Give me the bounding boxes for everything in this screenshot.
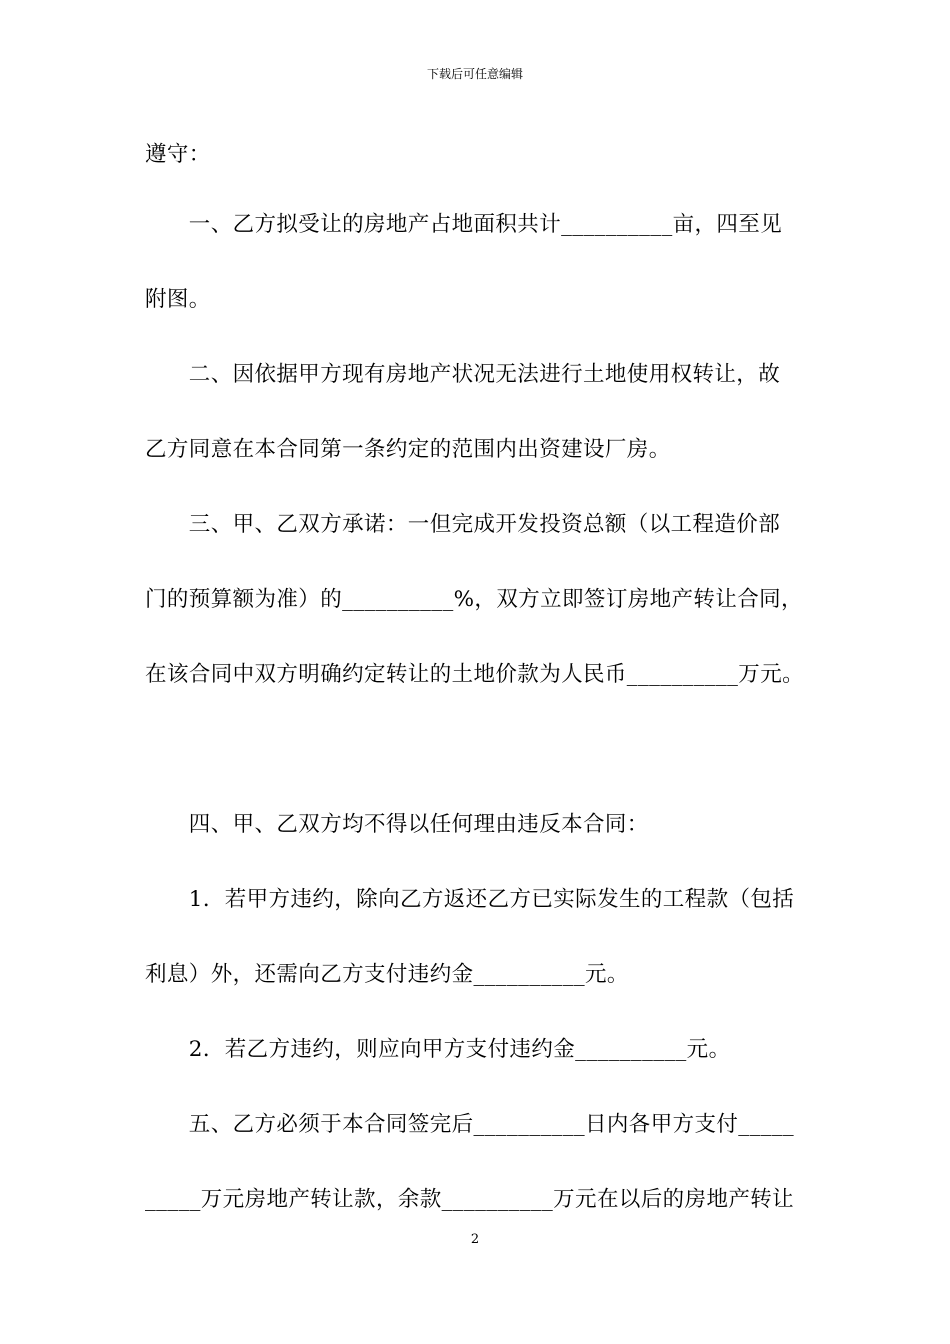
paragraph-line: 一、乙方拟受让的房地产占地面积共计__________亩，四至见 [145, 212, 783, 237]
paragraph-line: 门的预算额为准）的__________%，双方立即签订房地产转让合同， [145, 587, 803, 612]
page-header: 下载后可任意编辑 [426, 67, 523, 81]
paragraph-line: 2．若乙方违约，则应向甲方支付违约金__________元。 [145, 1037, 731, 1062]
paragraph-line: 在该合同中双方明确约定转让的土地价款为人民币__________万元。 [145, 662, 805, 687]
paragraph-line: 附图。 [145, 287, 211, 312]
paragraph-line: _____万元房地产转让款，余款__________万元在以后的房地产转让 [145, 1187, 795, 1212]
paragraph-line: 三、甲、乙双方承诺：一但完成开发投资总额（以工程造价部 [145, 512, 781, 537]
paragraph-line: 利息）外，还需向乙方支付违约金__________元。 [145, 962, 629, 987]
paragraph-line: 五、乙方必须于本合同签完后__________日内各甲方支付_____ [145, 1112, 795, 1137]
paragraph-line: 二、因依据甲方现有房地产状况无法进行土地使用权转让，故 [145, 362, 781, 387]
paragraph-line: 1．若甲方违约，除向乙方返还乙方已实际发生的工程款（包括 [145, 887, 795, 912]
paragraph-line: 四、甲、乙双方均不得以任何理由违反本合同： [145, 812, 649, 837]
paragraph-line: 遵守： [145, 142, 211, 167]
paragraph-line: 乙方同意在本合同第一条约定的范围内出资建设厂房。 [145, 437, 671, 462]
page-number: 2 [470, 1232, 480, 1247]
